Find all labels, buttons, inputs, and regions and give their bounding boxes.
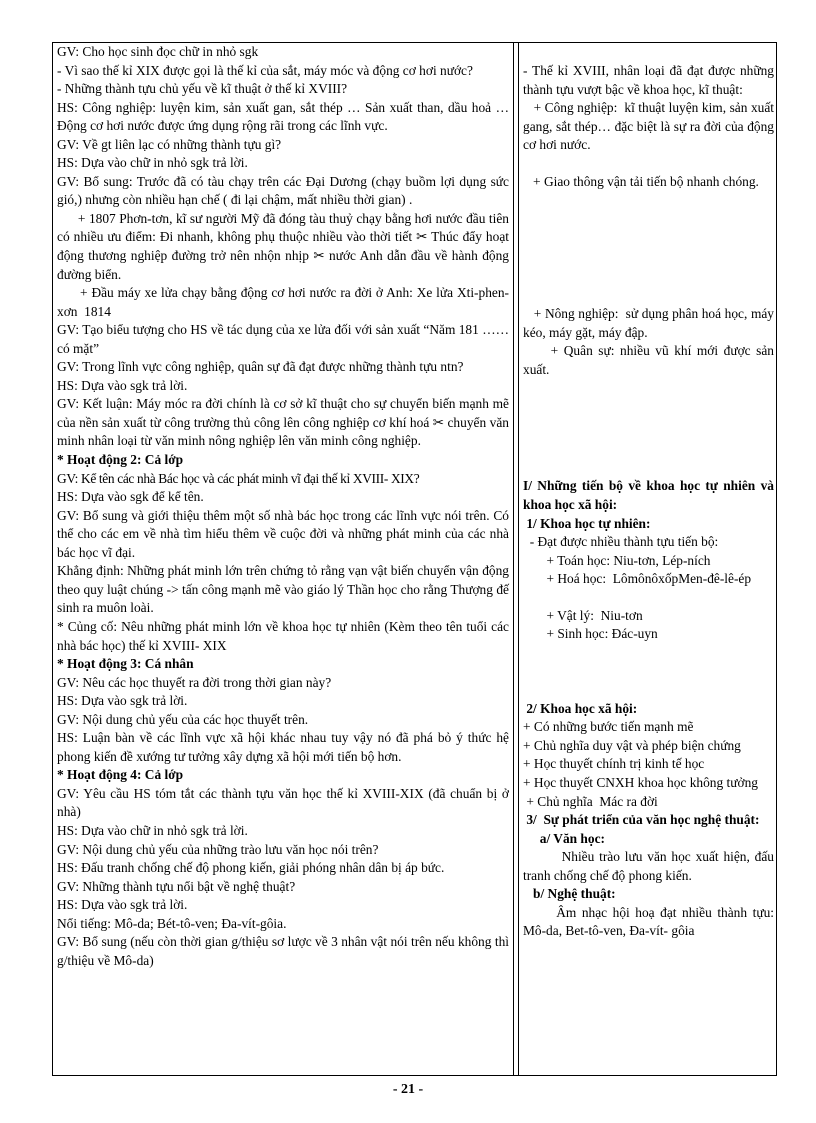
- left-line: HS: Công nghiệp: luyện kim, sản xuất gan, sắt thép … Sản xuất than, dầu hoả … Động cơ hơi nước được ứng dụng rộng rãi trong các lĩnh vực.: [57, 99, 509, 134]
- left-line: HS: Dựa vào sgk trả lời.: [57, 693, 188, 709]
- left-line: GV: Kể tên các nhà Bác học và các phát minh vĩ đại thế kỉ XVIII- XIX?: [57, 470, 420, 486]
- left-line: HS: Dựa vào chữ in nhỏ sgk trả lời.: [57, 822, 248, 838]
- left-line: + 1807 Phơn-tơn, kĩ sư người Mỹ đã đóng tàu thuỷ chạy bằng hơi nước đầu tiên có nhiều ưu điểm: Đi nhanh, không phụ thuộc nhiều vào thời tiết ✂ Thúc đẩy hoạt động thương nghiệp đường trở nên nhộn nhịp ✂ nước Anh dẫn đầu về hành động đường biển.: [57, 210, 513, 282]
- left-line: GV: Nội dung chủ yếu của các học thuyết trên.: [57, 711, 309, 727]
- right-line: + Công nghiệp: kĩ thuật luyện kim, sản xuất gang, sắt thép… đặc biệt là sự ra đời của động cơ hơi nước.: [523, 100, 778, 153]
- right-line: Nhiều trào lưu văn học xuất hiện, đấu tranh chống chế độ phong kiến.: [523, 849, 778, 883]
- subsection-heading: b/ Nghệ thuật:: [523, 886, 616, 902]
- right-line: - Thế kỉ XVIII, nhân loại đã đạt được những thành tựu vượt bậc về khoa học, kĩ thuật:: [523, 63, 774, 97]
- right-line: + Quân sự: nhiều vũ khí mới được sản xuất.: [523, 343, 778, 377]
- lesson-table: [52, 42, 781, 1076]
- left-line: GV: Bổ sung (nếu còn thời gian g/thiệu sơ lược về 3 nhân vật nói trên nếu không thì g/thiệu về Mô-da): [57, 934, 509, 968]
- left-line: GV: Về gt liên lạc có những thành tựu gì?: [57, 136, 282, 152]
- subsection-heading: a/ Văn học:: [523, 830, 605, 846]
- right-line: + Giao thông vận tải tiến bộ nhanh chóng.: [523, 173, 759, 189]
- right-line: + Có những bước tiến mạnh mẽ: [523, 719, 694, 735]
- right-line: + Toán học: Niu-tơn, Lép-ních: [523, 552, 711, 568]
- right-line: + Hoá học: LômônôxốpMen-đê-lê-ép: [523, 571, 752, 587]
- left-line: Nổi tiếng: Mô-da; Bét-tô-ven; Đa-vít-gôia.: [57, 915, 287, 931]
- section-heading: 3/ Sự phát triển của văn học nghệ thuật:: [523, 812, 760, 828]
- left-line: GV: Bổ sung: Trước đã có tàu chạy trên các Đại Dương (chạy buồm lợi dụng sức gió,) nhưng còn nhiều hạn chế ( đi lại chậm, mất nhiều thời gian) .: [57, 173, 509, 208]
- section-heading: I/ Những tiến bộ về khoa học tự nhiên và khoa học xã hội:: [523, 478, 774, 513]
- left-line: Khẳng định: Những phát minh lớn trên chứng tỏ rằng vạn vật biến chuyển vận động theo quy luật chúng -> tấn công mạnh mẽ vào giáo lý Thần học cho rằng Thượng đế sinh ra muôn loài.: [57, 563, 509, 616]
- subsection-heading: 2/ Khoa học xã hội:: [523, 700, 638, 716]
- activity-heading: * Hoạt động 2: Cả lớp: [57, 452, 184, 468]
- right-line: + Nông nghiệp: sử dụng phân hoá học, máy kéo, máy gặt, máy đập.: [523, 306, 778, 340]
- left-line: GV: Trong lĩnh vực công nghiệp, quân sự đã đạt được những thành tựu ntn?: [57, 359, 464, 375]
- left-line: GV: Yêu cầu HS tóm tắt các thành tựu văn học thế kỉ XVIII-XIX (đã chuẩn bị ở nhà): [57, 785, 509, 820]
- right-line: - Đạt được nhiều thành tựu tiến bộ:: [523, 534, 719, 550]
- activity-heading: * Hoạt động 4: Cả lớp: [57, 767, 184, 783]
- left-line: HS: Luận bàn về các lĩnh vực xã hội khác nhau tuy vậy nó đã phá bỏ ý thức hệ phong kiến đề xướng tư tưởng xây dựng xã hội mới tiến bộ hơn.: [57, 730, 509, 764]
- left-line: GV: Cho học sinh đọc chữ in nhỏ sgk: [57, 44, 259, 59]
- left-line: HS: Dựa vào sgk trả lời.: [57, 377, 188, 393]
- page-number: - 21 -: [392, 1082, 424, 1097]
- left-line: HS: Dựa vào chữ in nhỏ sgk trả lời.: [57, 155, 248, 171]
- left-line: GV: Kết luận: Máy móc ra đời chính là cơ sở kĩ thuật cho sự chuyển biến mạnh mẽ của nền sản xuất từ công trường thủ công lên công nghiệp cơ khí hoá ✂ chuyển văn minh nhân loại từ văn minh nông nghiệp lên văn minh công nghiệp.: [57, 396, 509, 449]
- right-line: Âm nhạc hội hoạ đạt nhiều thành tựu: Mô-da, Bet-tô-ven, Đa-vít- gôia: [523, 904, 781, 939]
- right-line: + Học thuyết CNXH khoa học không tưởng: [523, 775, 758, 791]
- left-line: GV: Nêu các học thuyết ra đời trong thời gian này?: [57, 674, 332, 690]
- left-line: HS: Dựa vào sgk trả lời.: [57, 897, 188, 913]
- activities-column: [57, 43, 513, 970]
- left-line: GV: Tạo biểu tượng cho HS về tác dụng của xe lửa đối với sản xuất “Năm 181 …… có mặt”: [57, 322, 509, 356]
- left-line: HS: Đấu tranh chống chế độ phong kiến, giải phóng nhân dân bị áp bức.: [57, 860, 445, 876]
- left-line: HS: Dựa vào sgk để kể tên.: [57, 489, 204, 505]
- subsection-heading: 1/ Khoa học tự nhiên:: [523, 515, 651, 531]
- left-line: - Những thành tựu chủ yếu về kĩ thuật ở thế kỉ XVIII?: [57, 81, 348, 97]
- left-line: GV: Bổ sung và giới thiệu thêm một số nhà bác học trong các lĩnh vực nói trên. Có thể cho các em về nhà tìm hiểu thêm về cuộc đời và những phát minh của các nhà bác học vĩ đại.: [57, 507, 509, 560]
- left-line: - Vì sao thế kỉ XIX được gọi là thế kỉ của sắt, máy móc và động cơ hơi nước?: [57, 62, 473, 78]
- right-line: + Chủ nghĩa Mác ra đời: [523, 793, 658, 809]
- left-line: GV: Nội dung chủ yếu của những trào lưu văn học nói trên?: [57, 841, 379, 857]
- left-line: + Đầu máy xe lửa chạy bằng động cơ hơi nước ra đời ở Anh: Xe lửa Xti-phen-xơn 1814: [57, 285, 509, 319]
- activity-heading: * Hoạt động 3: Cá nhân: [57, 656, 194, 672]
- column-divider: [513, 43, 519, 1075]
- right-line: + Chủ nghĩa duy vật và phép biện chứng: [523, 737, 741, 753]
- consolidation-line: * Củng cố: Nêu những phát minh lớn về khoa học tự nhiên (Kèm theo tên tuổi các nhà bác học) thế kỉ XVIII- XIX: [57, 618, 509, 653]
- right-line: + Học thuyết chính trị kinh tế học: [523, 756, 705, 772]
- content-column: [523, 43, 781, 941]
- right-line: + Vật lý: Niu-tơn: [523, 607, 643, 623]
- right-line: + Sinh học: Đác-uyn: [523, 626, 658, 642]
- left-line: GV: Những thành tựu nổi bật về nghệ thuật?: [57, 878, 296, 894]
